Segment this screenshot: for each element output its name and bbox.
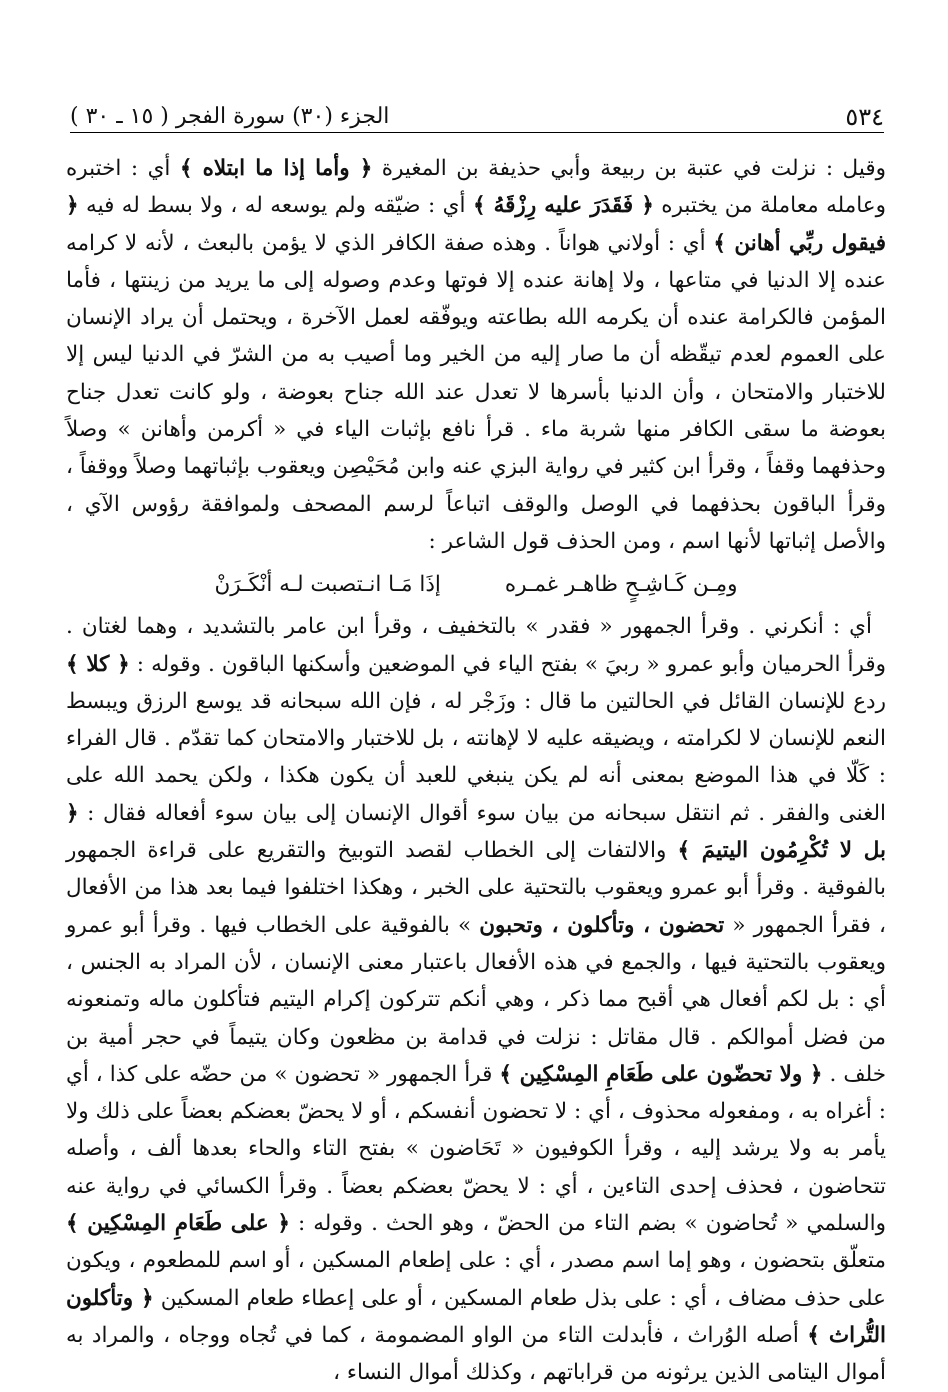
text-run: أي : أولاني هواناً . وهذه صفة الكافر الذي لا يؤمن بالبعث ، لأنه لا كرامه عنده إلا الدنيا في متاعها ، ولا إهانة عنده إلا فوتها وعدم وصوله إلى ما يريد من زينتها ، فأما المؤمن فالكرامة عنده أن يكرمه الله بطاعته ويوفّقه لعمل الآخرة ، ويحتمل أن يراد الإنسان على العموم لعدم تيقّظه أن ما صار إليه من الخير وما أصيب به من الشرّ في الدنيا ليس إلا للاختبار والامتحان ، وأن الدنيا بأسرها لا تعدل عند الله جناح بعوضة ، ولو كانت تعدل جناح بعوضة ما سقى الكافر منها شربة ماء . قرأ نافع بإثبات الياء في « أكرمن وأهانن » وصلاً وحذفهما وقفاً ، وقرأ ابن كثير في رواية البزي عنه وابن مُحَيْصِن ويعقوب بإثباتهما وصلاً ووقفاً ، وقرأ الباقون بحذفهما في الوصل والوقف اتباعاً لرسم المصحف ولموافقة رؤوس الآي ، والأصل إثباتها لأنها اسم ، ومن الحذف قول الشاعر : [66, 230, 886, 554]
quran-quote: ﴿ كلا ﴾ [66, 651, 130, 677]
quran-quote: ﴿ وتأكلون التُّراث ﴾ [66, 1285, 887, 1348]
quran-quote: ﴿ بل لا تُكْرِمُون اليتيمَ ﴾ [66, 800, 887, 864]
paragraph-2 [66, 608, 886, 1391]
running-head [70, 98, 884, 133]
text-run: أي : اختبره وعامله معاملة من يختبره [66, 156, 886, 219]
verse-first-hemistich: ومِـن كَـاشِـحٍ ظاهـر غمـره [504, 572, 738, 598]
text-run: ردع للإنسان القائل في الحالتين ما قال : وزَجْر له ، فإن الله سبحانه قد يوسع الرزق ويبسط النعم للإنسان لا لكرامته ، ويضيقه عليه لا لإهانته ، بل للاختبار والامتحان كما تقدّم . قال الفراء : كَلّا في هذا الموضع بمعنى أنه لم يكن ينبغي للعبد أن يكون هكذا ، ولكن يحمد الله على الغنى والفقر . ثم انتقل سبحانه من بيان سوء أقوال الإنسان إلى بيان سوء أفعاله فقال : [66, 688, 886, 826]
quran-quote: ﴿ فيقول ربِّي أهانن ﴾ [66, 193, 887, 256]
quran-quote: ﴿ على طَعَامِ المِسْكِين ﴾ [66, 1211, 290, 1237]
running-head-title: الجزء (٣٠) سورة الفجر ( ١٥ ـ ٣٠ ) [70, 104, 390, 129]
text-run: وقيل : نزلت في عتبة بن ربيعة وأبي حذيفة بن المغيرة [372, 156, 886, 181]
quran-quote: ﴿ فَقَدَرَ عليه رِزْقَهُ ﴾ [472, 193, 654, 219]
quran-quote: ﴿ وأما إذا ما ابتلاه ﴾ [179, 156, 373, 181]
text-run: قرأ الجمهور « تحضون » من حضّه على كذا ، أي : أغراه به ، ومفعوله محذوف ، أي : لا تحضون أنفسكم ، أو لا يحضّ بعضكم بعضاً على ذلك ولا يأمر به ولا يرشد إليه ، وقرأ الكوفيون « تَحَاضون » بفتح التاء والحاء بعدها ألف ، وأصله تتحاضون ، فحذف إحدى التاءين ، أي : لا يحضّ بعضكم بعضاً . وقرأ الكسائي في رواية عنه والسلمي « تُحاضون » بضم التاء من الحضّ ، وهو الحث . وقوله : [66, 1061, 886, 1237]
poetry-verse [66, 566, 886, 604]
text-run: والالتفات إلى الخطاب لقصد التوبيخ والتقريع على قراءة الجمهور بالفوقية . وقرأ أبو عمرو ويعقوب بالتحتية على الخبر ، وهكذا اختلفوا فيما بعد هذا من الأفعال ، فقرأ الجمهور « [66, 838, 886, 938]
paragraph-1 [66, 150, 886, 560]
verse-second-hemistich: إذَا مَـا انـتصبت لـه أنْكَـرَنْ [214, 572, 441, 598]
text-run: أي : أنكرني . وقرأ الجمهور « فقدر » بالتخفيف ، وقرأ ابن عامر بالتشديد ، وهما لغتان . وقرأ الحرميان وأبو عمرو « ربيَ » بفتح الياء في الموضعين وأسكنها الباقون . وقوله : [66, 614, 886, 677]
text-run: أصله الوُراث ، فأبدلت التاء من الواو المضمومة ، كما في تُجاه ووجاه ، والمراد به أموال اليتامى الذين يرثونه من قراباتهم ، وكذلك أموال النساء ، [66, 1322, 886, 1386]
text-run: » بالفوقية على الخطاب فيها . وقرأ أبو عمرو ويعقوب بالتحتية فيها ، والجمع في هذه الأفعال باعتبار معنى الإنسان ، لأن المراد به الجنس ، أي : بل لكم أفعال هي أقبح مما ذكر ، وهي أنكم تتركون إكرام اليتيم فتأكلون ماله وتمنعونه من فضل أموالكم . قال مقاتل : نزلت في قدامة بن مظعون وكان يتيماً في حجر أمية بن خلف . [66, 912, 887, 1087]
text-run: متعلّق بتحضون ، وهو إما اسم مصدر ، أي : على إطعام المسكين ، أو اسم للمطعوم ، ويكون على حذف مضاف ، أي : على بذل طعام المسكين ، أو على إعطاء طعام المسكين [66, 1248, 886, 1311]
quran-quote: تحضون ، وتأكلون ، وتحبون [479, 912, 725, 938]
page-number: ٥٣٤ [845, 103, 884, 131]
quran-quote: ﴿ ولا تحضّون على طَعَامِ المِسْكِين ﴾ [499, 1061, 823, 1087]
body-text [66, 150, 887, 1386]
text-run: أي : ضيّقه ولم يوسعه له ، ولا بسط له فيه [78, 193, 473, 219]
